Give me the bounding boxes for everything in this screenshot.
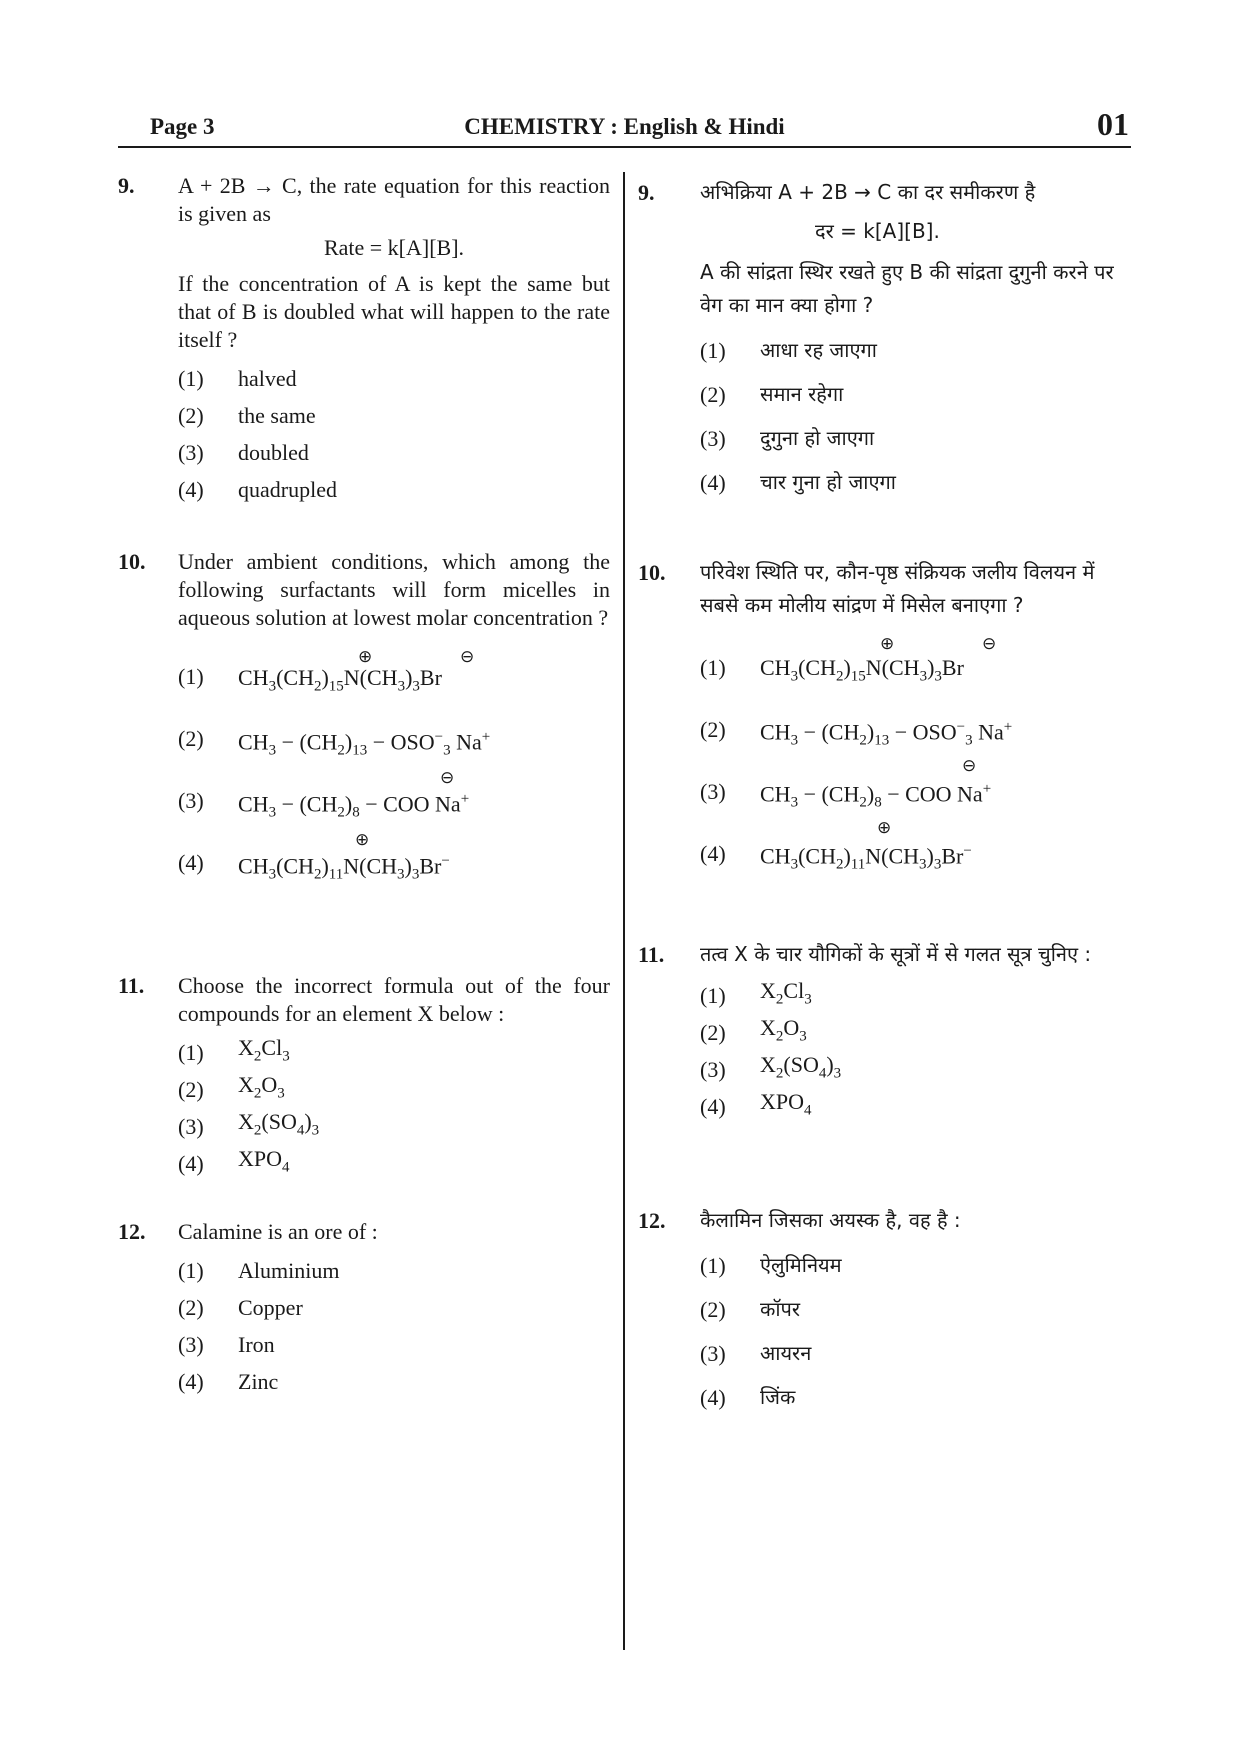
compound-formula: $X_2(SO_4)_3$ — [760, 1052, 842, 1082]
compound-formula: $X_2Cl_3$ — [238, 1035, 290, 1065]
question-stem: अभिक्रिया A + 2B → C का दर समीकरण है — [700, 180, 1036, 204]
negative-charge-icon: ⊖ — [982, 633, 997, 653]
question-stem: Choose the incorrect formula out of the four compounds for an element X below : — [178, 973, 610, 1026]
question-10-en — [118, 548, 610, 894]
surfactant-formula: $CH_3 - (CH_2)_{13} - OSO^-_3$ Na+ — [760, 718, 1013, 749]
option-3[interactable]: (3) $CH_3 - (CH_2)_8$ − COO Na+ ⊖ — [178, 770, 610, 832]
negative-charge-icon: ⊖ — [460, 646, 475, 666]
option-2[interactable]: (2) समान रहेगा — [700, 381, 844, 407]
positive-charge-icon: ⊕ — [877, 817, 892, 837]
option-3[interactable]: (3) दुगुना हो जाएगा — [700, 425, 875, 451]
column-divider — [623, 172, 625, 1650]
question-9-en — [118, 172, 610, 508]
question-stem: परिवेश स्थिति पर, कौन-पृष्ठ संक्रियक जलीय विलयन में सबसे कम मोलीय सांद्रण में मिसेल बनाएगा ? — [700, 560, 1095, 617]
option-2[interactable]: (2) Copper — [178, 1294, 303, 1320]
question-number: 9. — [118, 173, 135, 198]
option-1[interactable]: (1) ऐलुमिनियम — [700, 1252, 842, 1278]
option-4[interactable]: (4) चार गुना हो जाएगा — [700, 469, 896, 495]
option-4[interactable]: (4) Zinc — [178, 1368, 279, 1394]
question-stem: तत्व X के चार यौगिकों के सूत्रों में से गलत सूत्र चुनिए : — [700, 942, 1092, 966]
question-stem: Under ambient conditions, which among the following surfactants will form micelles in aqueous solution at lowest molar concentration ? — [178, 549, 610, 630]
option-1[interactable]: (1) halved — [178, 365, 297, 391]
option-1[interactable]: (1) Aluminium — [178, 1257, 340, 1283]
positive-charge-icon: ⊕ — [880, 633, 895, 653]
question-number: 12. — [118, 1219, 146, 1244]
option-3[interactable]: (3) Iron — [178, 1331, 275, 1357]
option-4[interactable]: (4) quadrupled — [178, 476, 337, 502]
question-stem: Calamine is an ore of : — [178, 1219, 378, 1244]
option-1[interactable]: (1) $X_2Cl_3$ — [700, 977, 1133, 1014]
question-12-hi — [638, 1204, 1133, 1419]
question-9-hi — [638, 176, 1133, 504]
rate-equation: दर = k[A][B]. — [815, 219, 940, 243]
question-10-hi — [638, 556, 1133, 884]
surfactant-formula: $CH_3 - (CH_2)_8$ − COO Na+ ⊖ — [760, 755, 992, 811]
option-3[interactable]: (3) $X_2(SO_4)_3$ — [178, 1108, 610, 1145]
option-4[interactable]: (4) $XPO_4$ — [700, 1088, 1133, 1125]
option-3[interactable]: (3) $CH_3 - (CH_2)_8$ − COO Na+ ⊖ — [700, 760, 1133, 822]
question-stem: A + 2B → C, the rate equation for this reaction is given as — [178, 173, 610, 226]
surfactant-formula: $CH_3(CH_2)_{11}N(CH_3)_3Br^-$ ⊕ — [760, 817, 972, 873]
question-number: 9. — [638, 180, 655, 205]
surfactant-formula: $CH_3(CH_2)_{11}N(CH_3)_3Br^-$ ⊕ — [238, 830, 450, 883]
option-1[interactable]: (1) $CH_3(CH_2)_{15}N(CH_3)_3Br$ ⊕ ⊖ — [700, 636, 1133, 698]
rate-equation: Rate = k[A][B]. — [323, 235, 465, 260]
booklet-code: 01 — [1097, 106, 1129, 142]
compound-formula: $X_2Cl_3$ — [760, 978, 812, 1008]
option-1[interactable]: (1) $CH_3(CH_2)_{15}N(CH_3)_3Br$ ⊕ ⊖ — [178, 646, 610, 708]
page-number: Page 3 — [150, 114, 215, 139]
question-number: 10. — [638, 560, 666, 585]
page-title: CHEMISTRY : English & Hindi — [464, 114, 785, 139]
positive-charge-icon: ⊕ — [355, 830, 370, 850]
option-2[interactable]: (2) $X_2O_3$ — [178, 1071, 610, 1108]
option-2[interactable]: (2) $CH_3 - (CH_2)_{13} - OSO^-_3$ Na+ — [178, 708, 610, 770]
option-3[interactable]: (3) $X_2(SO_4)_3$ — [700, 1051, 1133, 1088]
surfactant-formula: $CH_3(CH_2)_{15}N(CH_3)_3Br$ ⊕ ⊖ — [760, 633, 997, 685]
compound-formula: $X_2O_3$ — [238, 1072, 285, 1102]
surfactant-formula: $CH_3(CH_2)_{15}N(CH_3)_3Br$ ⊕ ⊖ — [238, 646, 475, 695]
question-stem-continued: A की सांद्रता स्थिर रखते हुए B की सांद्रता दुगुनी करने पर वेग का मान क्या होगा ? — [700, 260, 1114, 317]
positive-charge-icon: ⊕ — [358, 646, 373, 666]
option-4[interactable]: (4) जिंक — [700, 1384, 796, 1410]
page-header — [118, 108, 1131, 148]
question-number: 12. — [638, 1208, 666, 1233]
option-1[interactable]: (1) $X_2Cl_3$ — [178, 1034, 610, 1071]
question-11-hi — [638, 938, 1133, 1125]
surfactant-formula: $CH_3 - (CH_2)_8$ − COO Na+ ⊖ — [238, 768, 470, 821]
option-2[interactable]: (2) the same — [178, 402, 316, 428]
question-number: 10. — [118, 549, 146, 574]
option-4[interactable]: (4) $XPO_4$ — [178, 1145, 610, 1182]
compound-formula: $XPO_4$ — [238, 1146, 290, 1176]
option-4[interactable]: (4) $CH_3(CH_2)_{11}N(CH_3)_3Br^-$ ⊕ — [700, 822, 1133, 884]
question-stem-continued: If the concentration of A is kept the same but that of B is doubled what will happen to the rate itself ? — [178, 271, 610, 352]
question-11-en — [118, 972, 610, 1182]
negative-charge-icon: ⊖ — [440, 768, 455, 788]
question-12-en — [118, 1218, 610, 1400]
option-3[interactable]: (3) doubled — [178, 439, 309, 465]
option-4[interactable]: (4) $CH_3(CH_2)_{11}N(CH_3)_3Br^-$ ⊕ — [178, 832, 610, 894]
compound-formula: $XPO_4$ — [760, 1089, 812, 1119]
option-1[interactable]: (1) आधा रह जाएगा — [700, 337, 877, 363]
compound-formula: $X_2O_3$ — [760, 1015, 807, 1045]
question-number: 11. — [118, 973, 145, 998]
option-2[interactable]: (2) कॉपर — [700, 1296, 801, 1322]
negative-charge-icon: ⊖ — [962, 755, 977, 775]
option-2[interactable]: (2) $CH_3 - (CH_2)_{13} - OSO^-_3$ Na+ — [700, 698, 1133, 760]
surfactant-formula: $CH_3 - (CH_2)_{13} - OSO^-_3$ Na+ — [238, 729, 491, 759]
question-stem: कैलामिन जिसका अयस्क है, वह है : — [700, 1208, 961, 1232]
question-number: 11. — [638, 942, 665, 967]
option-2[interactable]: (2) $X_2O_3$ — [700, 1014, 1133, 1051]
compound-formula: $X_2(SO_4)_3$ — [238, 1109, 320, 1139]
option-3[interactable]: (3) आयरन — [700, 1340, 812, 1366]
